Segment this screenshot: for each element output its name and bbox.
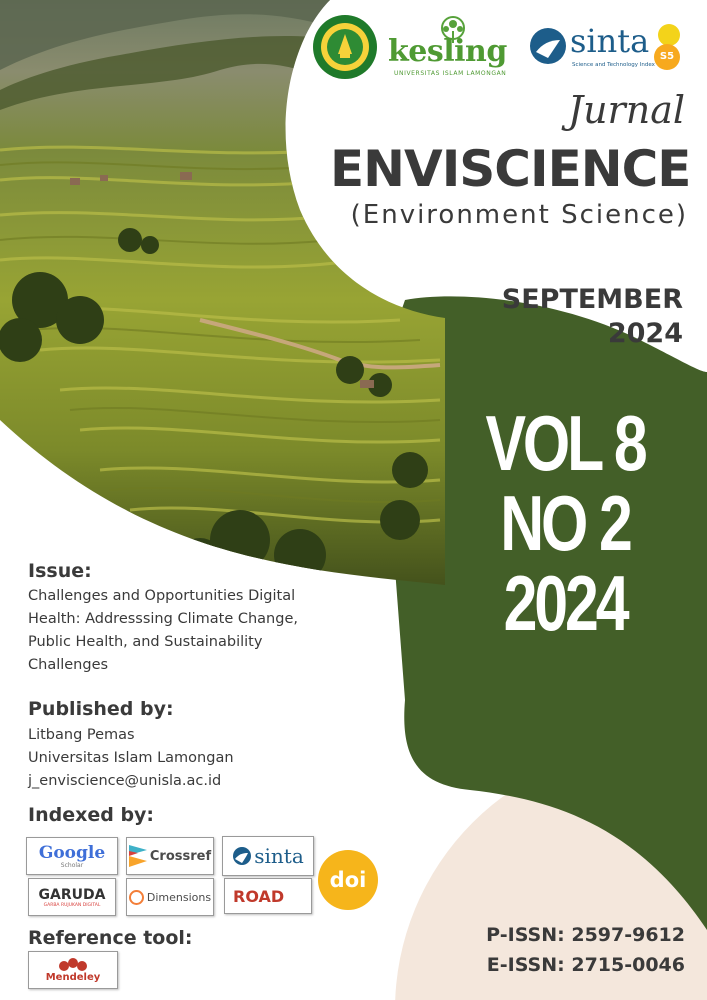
sinta-index-name: sinta [254,844,304,868]
garuda-sub: GARBA RUJUKAN DIGITAL [43,902,101,908]
issue-line: Challenges and Opportunities Digital [28,588,296,604]
mendeley-icon [58,958,88,972]
issue-month: SEPTEMBER [501,284,683,315]
journal-script-title: Jurnal [567,88,685,132]
rice-terrace-photo [0,0,450,600]
publisher-line: Universitas Islam Lamongan [28,750,234,766]
number-label: NO 2 [500,479,630,567]
sinta-logo [528,22,693,78]
garuda-name: GARUDA [38,886,106,903]
issue-text [28,585,388,677]
kesling-name: kesling [388,34,507,69]
indexed-heading: Indexed by: [28,804,155,826]
issue-line: Public Health, and Sustainability [28,634,263,650]
issue-year: 2024 [607,318,683,349]
sinta-index-badge[interactable] [222,836,314,876]
issue-line: Challenges [28,657,109,673]
mendeley-badge[interactable] [28,951,118,989]
print-issn: P-ISSN: 2597-9612 [486,924,685,946]
road-badge[interactable] [224,878,312,914]
university-seal-logo [312,14,378,80]
sinta-sub: Science and Technology Index [572,62,655,68]
google-scholar-badge[interactable] [26,837,118,875]
publisher-text [28,724,348,793]
dimensions-name: Dimensions [146,890,212,904]
issue-line: Health: Addresssing Climate Change, [28,611,298,627]
kesling-logo [388,16,518,78]
crossref-name: Crossref [149,848,212,864]
doi-badge[interactable] [318,850,378,910]
mendeley-name: Mendeley [45,971,101,983]
volume-year-label: 2024 [503,559,627,647]
sinta-rank-badge: S5 [652,24,686,74]
crossref-badge[interactable] [126,837,214,875]
issue-heading: Issue: [28,560,92,582]
crossref-icon [129,845,147,867]
sinta-globe-icon [528,26,568,66]
journal-subtitle: (Environment Science) [350,200,688,230]
dimensions-icon [129,890,144,905]
publisher-email[interactable]: j_enviscience@unisla.ac.id [28,773,222,789]
volume-label: VOL 8 [485,399,645,487]
dimensions-badge[interactable] [126,878,214,916]
google-scholar-sub: Scholar [60,861,84,869]
reference-heading: Reference tool: [28,927,193,949]
electronic-issn: E-ISSN: 2715-0046 [486,954,685,976]
publisher-line: Litbang Pemas [28,727,135,743]
publisher-heading: Published by: [28,698,174,720]
kesling-sub: UNIVERSITAS ISLAM LAMONGAN [394,70,507,77]
road-name: ROAD [233,886,285,906]
garuda-badge[interactable] [28,878,116,916]
doi-name: doi [329,868,367,892]
google-scholar-name: Google [38,842,106,863]
sinta-name: sinta [570,22,650,60]
journal-title: ENVISCIENCE [330,140,691,198]
sinta-globe-icon [232,846,252,866]
